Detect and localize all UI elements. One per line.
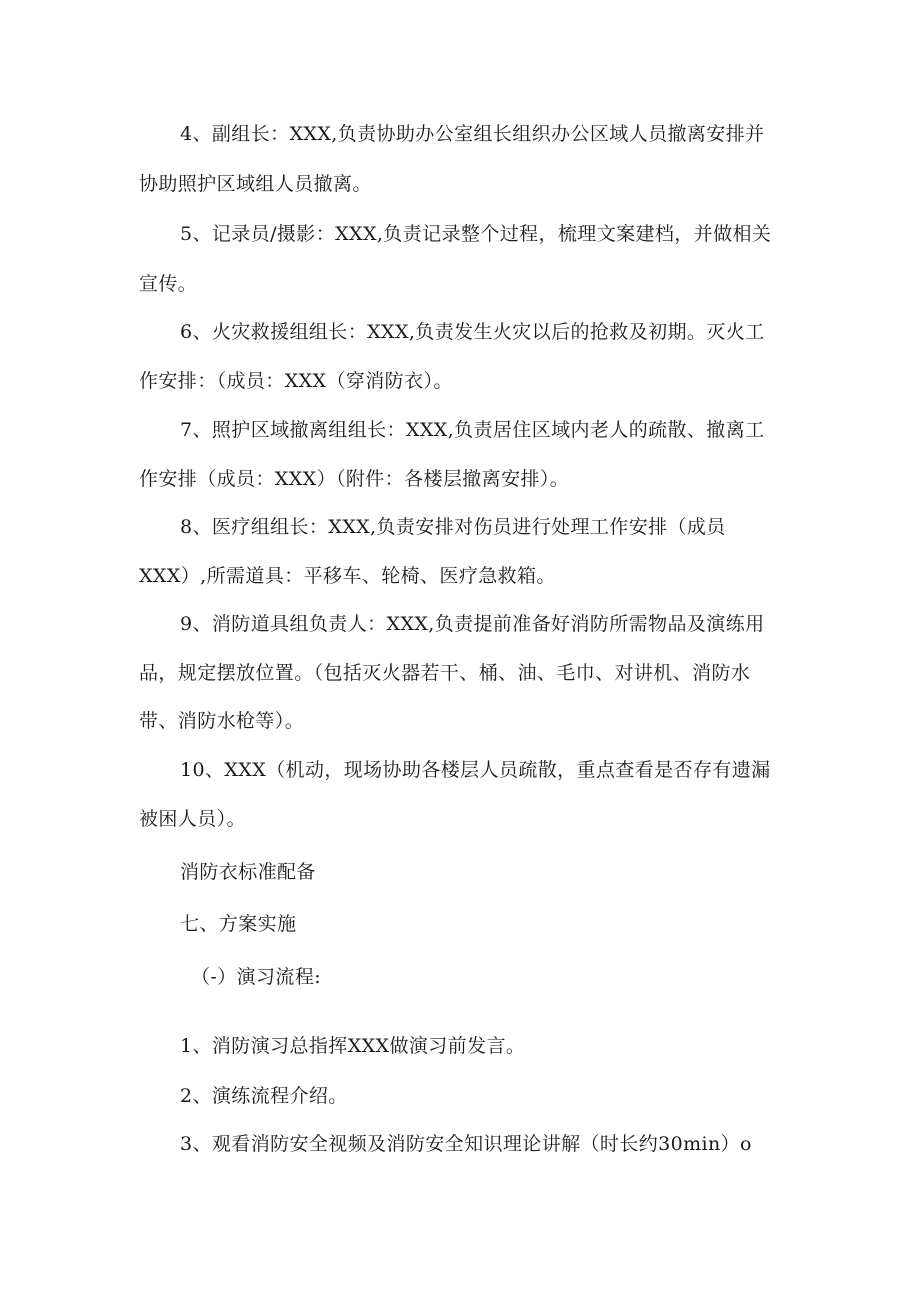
- subsection-heading: （-）演习流程:: [191, 966, 322, 988]
- list-item: 1、消防演习总指挥XXX做演习前发言。: [180, 1035, 526, 1057]
- paragraph-line: 协助照护区域组人员撤离。: [139, 173, 372, 195]
- paragraph-line: 作安排（成员：XXX）（附件：各楼层撤离安排）。: [139, 468, 570, 490]
- section-heading: 消防衣标准配备: [180, 861, 316, 883]
- paragraph-line: 6、火灾救援组组长：XXX,负责发生火灾以后的抢救及初期。灭火工: [180, 321, 765, 343]
- paragraph-line: XXX）,所需道具：平移车、轮椅、医疗急救箱。: [139, 565, 556, 587]
- list-item: 2、演练流程介绍。: [180, 1085, 348, 1107]
- paragraph-line: 宣传。: [139, 273, 198, 295]
- paragraph-line: 被困人员）。: [139, 808, 246, 830]
- paragraph-line: 8、医疗组组长：XXX,负责安排对伤员进行处理工作安排（成员: [180, 516, 726, 538]
- paragraph-line: 7、照护区域撤离组组长：XXX,负责居住区域内老人的疏散、撤离工: [180, 419, 765, 441]
- paragraph-line: 作安排：（成员：XXX（穿消防衣）。: [139, 370, 453, 392]
- paragraph-line: 带、消防水枪等）。: [139, 710, 305, 732]
- paragraph-line: 10、XXX（机动，现场协助各楼层人员疏散，重点查看是否存有遗漏: [180, 759, 771, 781]
- section-heading: 七、方案实施: [180, 913, 297, 935]
- paragraph-line: 5、记录员/摄影：XXX,负责记录整个过程，梳理文案建档，并做相关: [180, 223, 772, 245]
- paragraph-line: 9、消防道具组负责人：XXX,负责提前准备好消防所需物品及演练用: [180, 613, 765, 635]
- list-item: 3、观看消防安全视频及消防安全知识理论讲解（时长约30min）o: [180, 1133, 752, 1155]
- paragraph-line: 4、副组长：XXX,负责协助办公室组长组织办公区域人员撤离安排并: [180, 123, 765, 145]
- paragraph-line: 品，规定摆放位置。（包括灭火器若干、桶、油、毛巾、对讲机、消防水: [139, 662, 751, 684]
